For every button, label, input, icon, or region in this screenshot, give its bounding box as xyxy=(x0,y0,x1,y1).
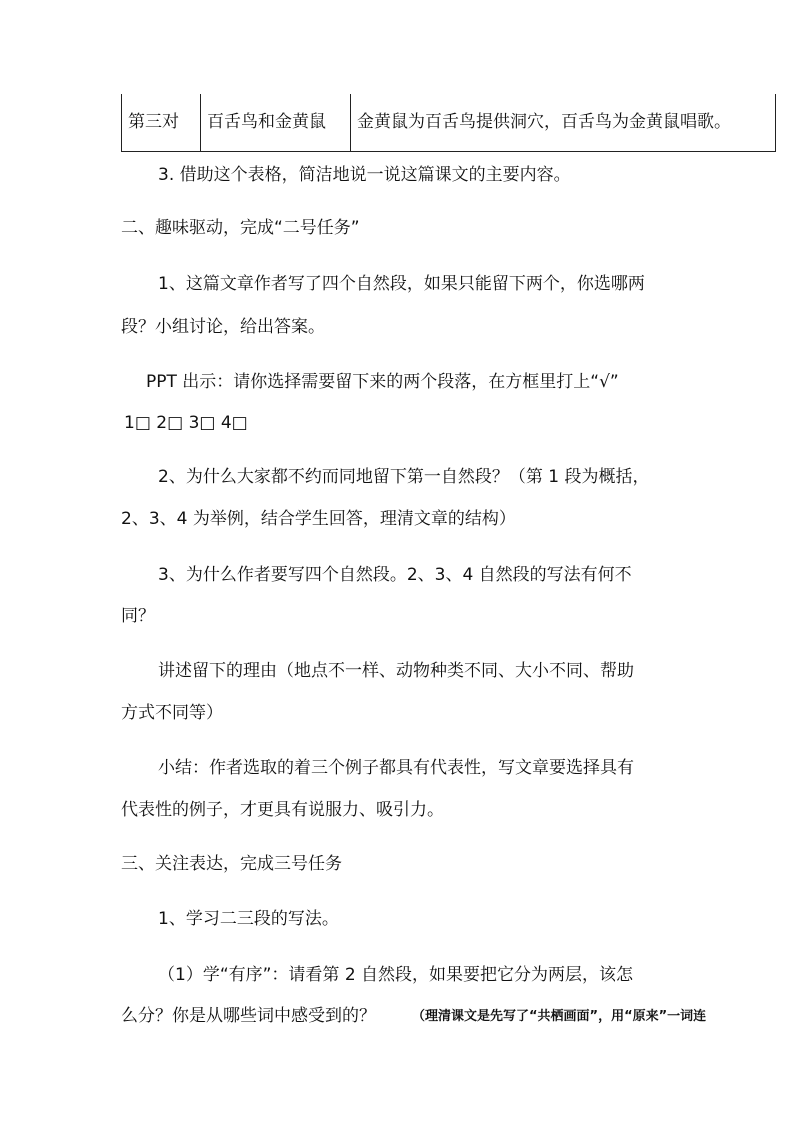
paragraph-line: 1、这篇文章作者写了四个自然段，如果只能留下两个，你选哪两 xyxy=(158,274,645,294)
pair-label-cell: 第三对 xyxy=(122,94,201,152)
ppt-prompt: PPT 出示：请你选择需要留下来的两个段落，在方框里打上“√” xyxy=(146,372,619,392)
paragraph-line: 么分？你是从哪些词中感受到的？ xyxy=(121,1006,376,1026)
pairs-table xyxy=(121,94,776,152)
paragraph-line: 2、为什么大家都不约而同地留下第一自然段？（第 1 段为概括， xyxy=(158,467,650,487)
paragraph-line: 1、学习二三段的写法。 xyxy=(158,909,339,929)
paragraph-line: 段？小组讨论，给出答案。 xyxy=(121,317,325,337)
paragraph-line: 2、3、4 为举例，结合学生回答，理清文章的结构） xyxy=(121,509,516,529)
relation-cell: 金黄鼠为百舌鸟提供洞穴，百舌鸟为金黄鼠唱歌。 xyxy=(351,94,776,152)
paragraph-line: 同？ xyxy=(121,606,155,626)
animals-cell: 百舌鸟和金黄鼠 xyxy=(201,94,351,152)
paragraph-line: 方式不同等） xyxy=(121,703,223,723)
checkbox-options: 1□ 2□ 3□ 4□ xyxy=(124,413,248,433)
summary-line: 小结：作者选取的着三个例子都具有代表性，写文章要选择具有 xyxy=(158,758,634,778)
paragraph-line: 讲述留下的理由（地点不一样、动物种类不同、大小不同、帮助 xyxy=(158,661,634,681)
teacher-note: （理清课文是先写了“共栖画面”，用“原来”一词连 xyxy=(412,1009,707,1024)
paragraph-line: 3、为什么作者要写四个自然段。2、3、4 自然段的写法有何不 xyxy=(158,565,632,585)
paragraph-line: （1）学“有序”：请看第 2 自然段，如果要把它分为两层，该怎 xyxy=(158,965,634,985)
summary-line: 代表性的例子，才更具有说服力、吸引力。 xyxy=(121,800,444,820)
table-row xyxy=(122,94,776,152)
question-3-summary: 3. 借助这个表格，简洁地说一说这篇课文的主要内容。 xyxy=(158,165,571,185)
section-2-heading: 二、趣味驱动，完成“二号任务” xyxy=(121,218,360,238)
section-3-heading: 三、关注表达，完成三号任务 xyxy=(121,854,342,874)
